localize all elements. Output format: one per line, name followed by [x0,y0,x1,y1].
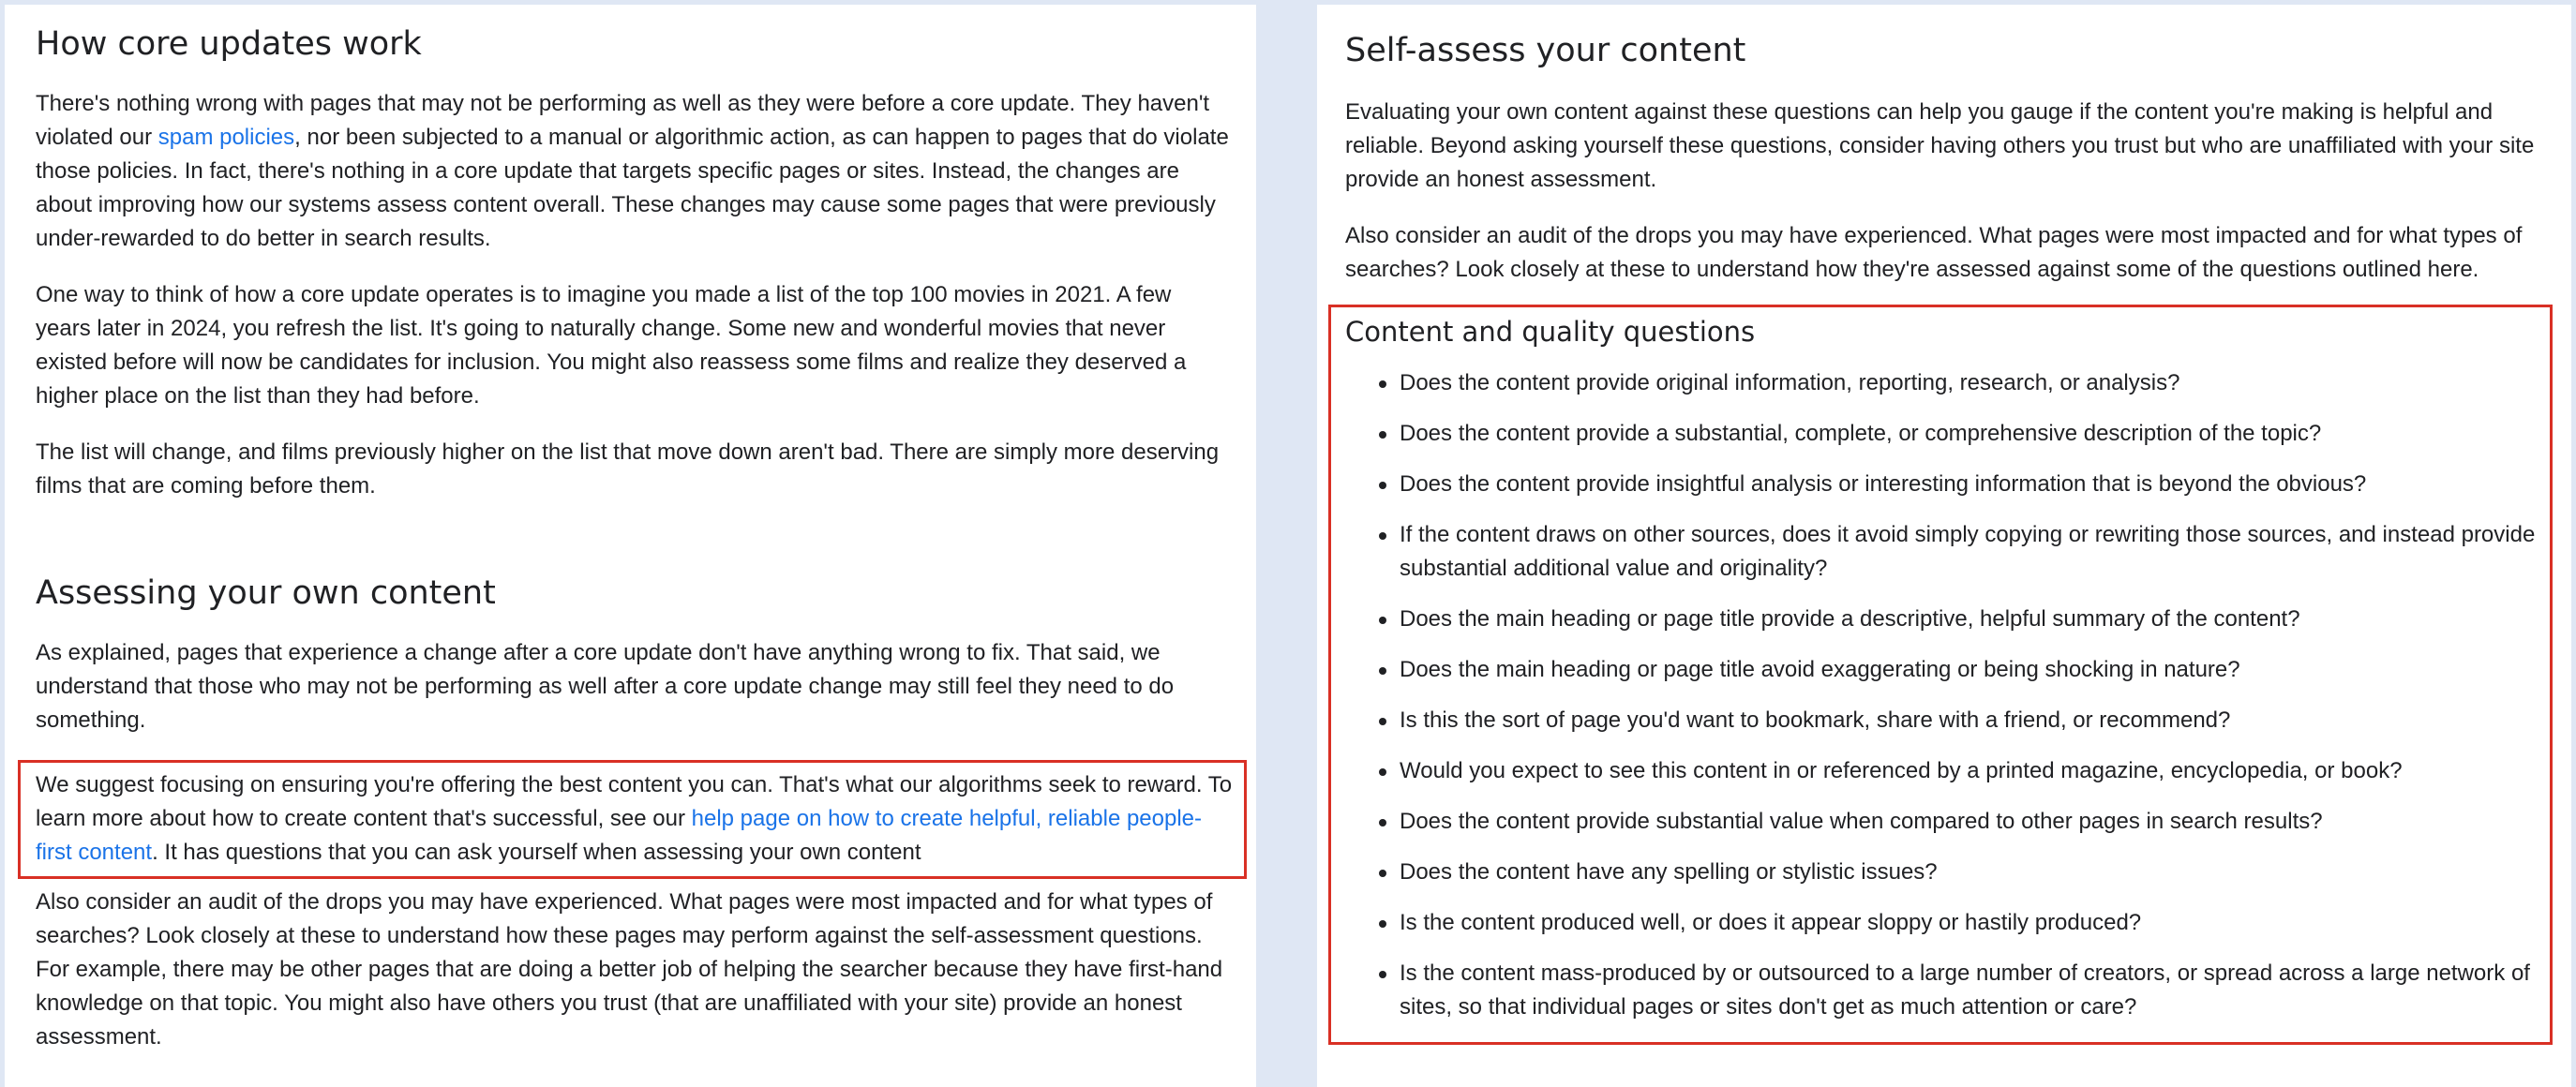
spam-policies-link[interactable]: spam policies [157,125,295,150]
question-list-item [1345,704,2544,737]
quality-questions-list [1345,366,2544,1024]
self-assess-paragraph-1: Evaluating your own content against these questions can help you gauge if the content you're making is helpful and reliable. Beyond asking yourself these questions, consider having others you trust but who are unaffiliated with your site provide an honest assessment. [1345,99,2535,192]
question-list-item [1345,603,2544,636]
assessing-paragraph-2-text-b: . It has questions that you can ask yourself when assessing your own content [152,840,921,865]
question-list-item [1345,856,2544,889]
heading-self-assess-your-content: Self-assess your content [1345,32,1746,69]
core-updates-paragraph-1-text-a: There's nothing wrong with pages that may not be performing as well as they were before a core update. They haven't violated our [36,91,1210,150]
question-list-item [1345,417,2544,451]
core-updates-paragraph-2: One way to think of how a core update operates is to imagine you made a list of the top 100 movies in 2021. A few years later in 2024, you refresh the list. It's going to naturally change. Some new and wonderful movies that never existed before will now be candidates for inclusion. You might also reassess some films and realize they deserved a higher place on the list than they had before. [36,282,1187,409]
heading-content-and-quality-questions: Content and quality questions [1345,316,1756,348]
question-text: Does the main heading or page title avoid exaggerating or being shocking in nature? [1400,657,2240,682]
question-text: Does the content provide a substantial, complete, or comprehensive description of the topic? [1400,421,2322,446]
heading-assessing-your-own-content: Assessing your own content [36,574,496,612]
question-text: Does the content provide substantial value when compared to other pages in search results? [1400,809,2323,834]
highlighted-suggestion-box [18,760,1247,879]
question-list-item [1345,653,2544,687]
right-document-panel [1317,5,2571,1087]
question-text: Would you expect to see this content in or referenced by a printed magazine, encyclopedia, or book? [1400,758,2403,783]
bullet-icon [1379,971,1386,978]
content-quality-questions-box [1328,305,2553,1045]
bullet-icon [1379,718,1386,725]
question-text: Does the content provide original information, reporting, research, or analysis? [1400,370,2180,395]
bullet-icon [1379,768,1386,776]
question-list-item [1345,805,2544,839]
question-list-item [1345,957,2544,1024]
question-text: Is this the sort of page you'd want to bookmark, share with a friend, or recommend? [1400,707,2231,733]
bullet-icon [1379,482,1386,489]
question-text: Is the content mass-produced by or outsourced to a large number of creators, or spread across a large network of sites, so that individual pages or sites don't get as much attention or care? [1400,960,2530,1020]
bullet-icon [1379,431,1386,439]
assessing-paragraph-2 [36,768,1236,870]
core-updates-paragraph-1 [36,87,1229,256]
assessing-paragraph-3: Also consider an audit of the drops you may have experienced. What pages were most impacted and for what types of searches? Look closely at these to understand how these pages may perform against the self-assessment questions. For example, there may be other pages that are doing a better job of helping the searcher because they have first-hand knowledge on that topic. You might also have others you trust (that are unaffiliated with your site) provide an honest assessment. [36,889,1223,1050]
question-list-item [1345,518,2544,586]
core-updates-paragraph-3: The list will change, and films previously higher on the list that move down aren't bad. There are simply more deserving films that are coming before them. [36,439,1220,499]
bullet-icon [1379,819,1386,826]
question-list-item [1345,754,2544,788]
bullet-icon [1379,870,1386,877]
core-updates-paragraph-1-text-b: , nor been subjected to a manual or algorithmic action, as can happen to pages that do violate those policies. In fact, there's nothing in a core update that targets specific pages or sites. Instead, the changes are about improving how our systems assess content overall. These changes may cause some pages that were previously under-rewarded to do better in search results. [36,125,1229,251]
question-text: Does the content have any spelling or stylistic issues? [1400,859,1938,885]
bullet-icon [1379,667,1386,675]
assessing-paragraph-2-text-a: We suggest focusing on ensuring you're offering the best content you can. That's what our algorithms seek to reward. To learn more about how to create content that's successful, see our [36,772,1233,831]
heading-how-core-updates-work: How core updates work [36,25,422,63]
bullet-icon [1379,532,1386,540]
assessing-paragraph-1: As explained, pages that experience a change after a core update don't have anything wrong to fix. That said, we understand that those who may not be performing as well after a core update change may still feel they need to do something. [36,640,1175,733]
question-list-item [1345,468,2544,501]
bullet-icon [1379,920,1386,928]
bullet-icon [1379,617,1386,624]
question-text: If the content draws on other sources, does it avoid simply copying or rewriting those sources, and instead provide substantial additional value and originality? [1400,522,2536,581]
question-text: Does the main heading or page title provide a descriptive, helpful summary of the content? [1400,606,2300,632]
bullet-icon [1379,380,1386,388]
question-list-item [1345,906,2544,940]
question-text: Does the content provide insightful analysis or interesting information that is beyond the obvious? [1400,471,2367,497]
helpful-content-help-page-link[interactable]: help page on how to create helpful, reliable people-first content [36,806,1203,865]
left-document-panel [5,5,1256,1087]
question-list-item [1345,366,2544,400]
question-text: Is the content produced well, or does it appear sloppy or hastily produced? [1400,910,2142,935]
self-assess-paragraph-2: Also consider an audit of the drops you may have experienced. What pages were most impacted and for what types of searches? Look closely at these to understand how they're assessed against some of the questions outlined here. [1345,223,2523,282]
